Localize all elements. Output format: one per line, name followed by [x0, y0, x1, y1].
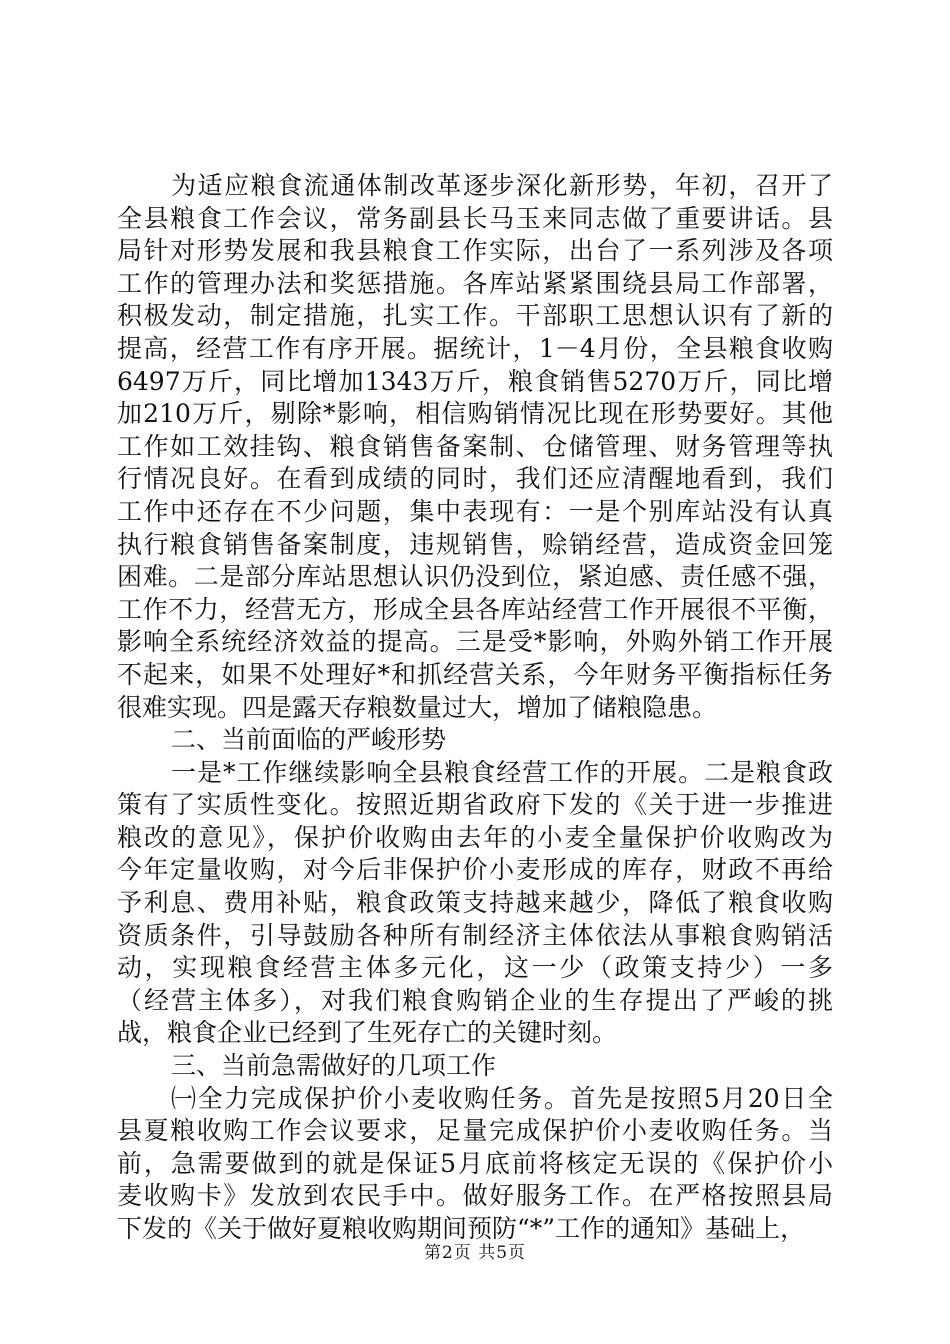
- paragraph: [117, 1083, 833, 1246]
- text-line: 工作的管理办法和奖惩措施。各库站紧紧围绕县局工作部署，: [117, 268, 833, 298]
- text-line: 动，实现粮食经营主体多元化，这一少（政策支持少）一多: [117, 953, 833, 983]
- section-heading: [117, 724, 833, 757]
- text-line: 执行粮食销售备案制度，违规销售，赊销经营，造成资金回笼: [117, 529, 833, 559]
- text-line: 下发的《关于做好夏粮收购期间预防“*”工作的通知》基础上，: [117, 1214, 806, 1243]
- text-line: 困难。二是部分库站思想认识仍没到位，紧迫感、责任感不强，: [117, 562, 833, 592]
- text-line: 一是*工作继续影响全县粮食经营工作的开展。二是粮食政: [171, 757, 833, 787]
- paragraph: [117, 757, 833, 1050]
- text-line: 二、当前面临的严峻形势: [171, 725, 447, 755]
- text-line: 6497万斤，同比增加1343万斤，粮食销售5270万斤，同比增: [117, 366, 833, 396]
- text-line: 工作不力，经营无方，形成全县各库站经营工作开展很不平衡，: [117, 594, 833, 624]
- text-line: 今年定量收购，对今后非保护价小麦形成的库存，财政不再给: [117, 855, 833, 885]
- text-line: 全县粮食工作会议，常务副县长马玉来同志做了重要讲话。县: [117, 203, 833, 233]
- text-line: 工作中还存在不少问题，集中表现有：一是个别库站没有认真: [117, 496, 833, 526]
- text-line: ㈠全力完成保护价小麦收购任务。首先是按照5月20日全: [171, 1083, 833, 1113]
- document-body: [117, 170, 833, 1246]
- text-line: （经营主体多），对我们粮食购销企业的生存提出了严峻的挑: [117, 985, 833, 1015]
- section-heading: [117, 1050, 833, 1083]
- text-line: 县夏粮收购工作会议要求，足量完成保护价小麦收购任务。当: [117, 1116, 833, 1146]
- text-line: 提高，经营工作有序开展。据统计，1－4月份，全县粮食收购: [117, 333, 833, 363]
- text-line: 战，粮食企业已经到了生死存亡的关键时刻。: [117, 1018, 618, 1048]
- text-line: 为适应粮食流通体制改革逐步深化新形势，年初，召开了: [171, 171, 833, 200]
- text-line: 资质条件，引导鼓励各种所有制经济主体依法从事粮食购销活: [117, 920, 833, 950]
- text-line: 局针对形势发展和我县粮食工作实际，出台了一系列涉及各项: [117, 236, 833, 266]
- text-line: 予利息、费用补贴，粮食政策支持越来越少，降低了粮食收购: [117, 888, 833, 918]
- text-line: 影响全系统经济效益的提高。三是受*影响，外购外销工作开展: [117, 627, 833, 657]
- text-line: 三、当前急需做好的几项工作: [171, 1051, 497, 1081]
- page-footer: 第2页 共5页: [423, 1243, 527, 1263]
- text-line: 策有了实质性变化。按照近期省政府下发的《关于进一步推进: [117, 790, 833, 820]
- text-line: 前，急需要做到的就是保证5月底前将核定无误的《保护价小: [117, 1148, 833, 1178]
- text-line: 不起来，如果不处理好*和抓经营关系，今年财务平衡指标任务: [117, 659, 833, 689]
- paragraph: [117, 170, 833, 724]
- text-line: 行情况良好。在看到成绩的同时，我们还应清醒地看到，我们: [117, 464, 833, 494]
- text-line: 积极发动，制定措施，扎实工作。干部职工思想认识有了新的: [117, 301, 833, 331]
- text-line: 麦收购卡》发放到农民手中。做好服务工作。在严格按照县局: [117, 1181, 833, 1211]
- text-line: 加210万斤，剔除*影响，相信购销情况比现在形势要好。其他: [117, 399, 833, 429]
- text-line: 粮改的意见》，保护价收购由去年的小麦全量保护价收购改为: [117, 822, 833, 852]
- text-line: 工作如工效挂钩、粮食销售备案制、仓储管理、财务管理等执: [117, 431, 833, 461]
- text-line: 很难实现。四是露天存粮数量过大，增加了储粮隐患。: [117, 692, 718, 722]
